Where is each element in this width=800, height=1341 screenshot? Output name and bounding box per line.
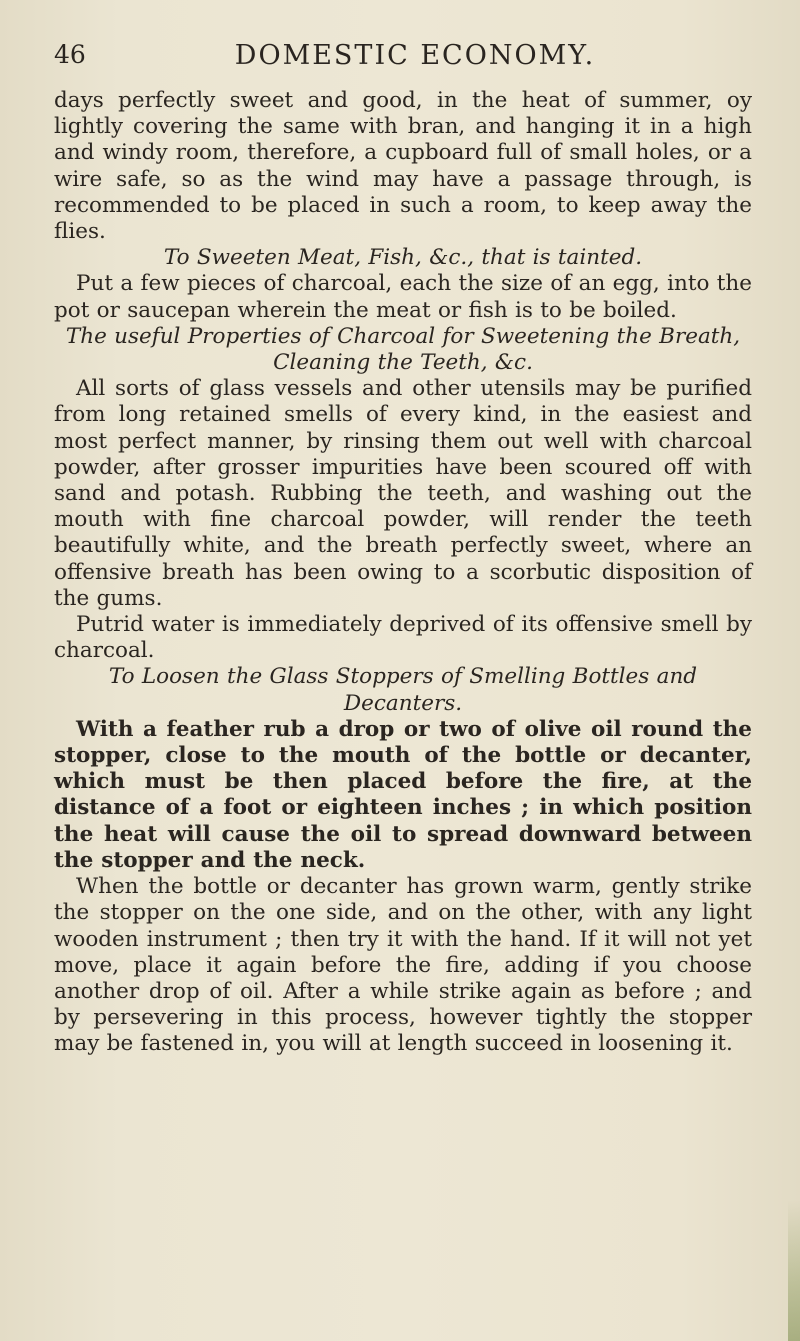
paragraph-feather-oil: With a feather rub a drop or two of olive oil round the stopper, close to the mouth of the bottle or decanter, which must be then placed before the fire, at the distance of a foot or eighteen inches ; in which position the heat will cause the oil to spread downward between the stopper and the neck. [54,716,752,873]
heading-glass-stoppers: To Loosen the Glass Stoppers of Smelling Bottles and Decanters. [108,664,698,716]
page-number: 46 [54,40,86,69]
paragraph-sweeten-meat: Put a few pieces of charcoal, each the size of an egg, into the pot or saucepan wherein the meat or fish is to be boiled. [54,271,752,323]
heading-charcoal-properties: The useful Properties of Charcoal for Sweetening the Breath, Cleaning the Teeth, &c. [65,323,741,376]
paragraph-putrid-water: Putrid water is immediately deprived of its offensive smell by charcoal. [54,612,752,664]
page-body [54,88,752,1058]
paragraph-intro: days perfectly sweet and good, in the heat of summer, oy lightly covering the same with bran, and hanging it in a high and windy room, therefore, a cupboard full of small holes, or a wire safe, so as the wind may have a passage through, is recommended to be placed in such a room, to keep away the flies. [54,88,752,245]
paragraph-warm-bottle: When the bottle or decanter has grown warm, gently strike the stopper on the one side, and on the other, with any light wooden instrument ; then try it with the hand. If it will not yet move, place it again before the fire, adding if you choose another drop of oil. After a while strike again as before ; and by persevering in this process, however tightly the stopper may be fastened in, you will at length succeed in loosening it. [54,874,752,1057]
paragraph-charcoal: All sorts of glass vessels and other utensils may be purified from long retained smells of every kind, in the easiest and most perfect manner, by rinsing them out well with charcoal powder, after grosser impurities have been scoured off with sand and potash. Rubbing the teeth, and washing out the mouth with fine charcoal powder, will render the teeth beautifully white, and the breath perfectly sweet, where an offensive breath has been owing to a scorbutic disposition of the gums. [54,376,752,611]
heading-sweeten-meat: To Sweeten Meat, Fish, &c., that is tainted. [163,245,643,271]
running-head: DOMESTIC ECONOMY. [234,40,596,71]
page-header [54,0,752,71]
page-edge-stain [788,1200,800,1341]
